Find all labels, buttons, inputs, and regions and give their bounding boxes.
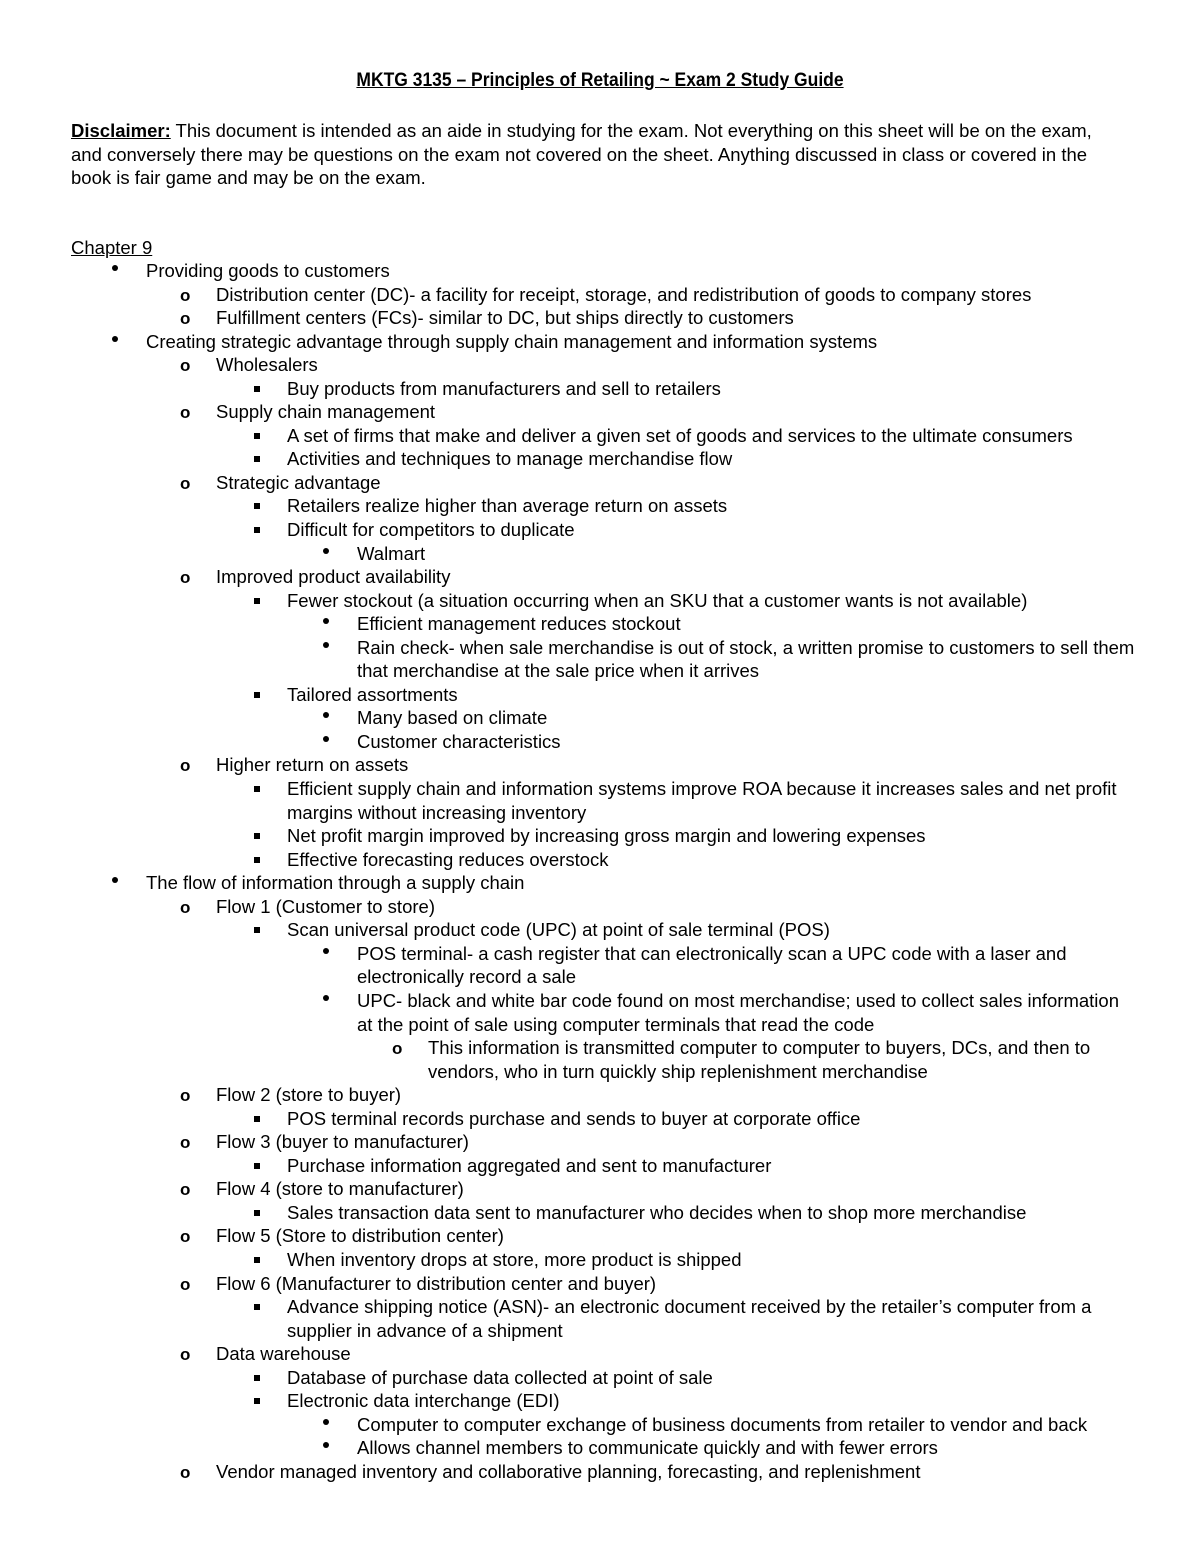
outline-item-text: Computer to computer exchange of business documents from retailer to vendor and back bbox=[357, 1413, 1088, 1435]
bullet-dot-icon bbox=[323, 642, 329, 648]
outline-item-level-1 bbox=[0, 330, 1200, 354]
outline-item-level-4 bbox=[0, 942, 1200, 989]
outline-item-text: Effective forecasting reduces overstock bbox=[287, 848, 609, 870]
outline-item-level-4 bbox=[0, 636, 1200, 683]
outline-item-level-2 bbox=[0, 283, 1200, 307]
outline-item-text: Database of purchase data collected at point of sale bbox=[287, 1366, 713, 1388]
outline-item-text: Electronic data interchange (EDI) bbox=[287, 1390, 560, 1412]
outline-item-level-3 bbox=[0, 589, 1200, 613]
outline-item-level-3 bbox=[0, 1107, 1200, 1131]
bullet-circle-icon: o bbox=[180, 1133, 191, 1153]
bullet-square-icon bbox=[254, 833, 260, 839]
outline-item-level-4 bbox=[0, 730, 1200, 754]
outline-item-level-2 bbox=[0, 1460, 1200, 1484]
outline-item-level-3 bbox=[0, 1389, 1200, 1413]
outline-item-text: Providing goods to customers bbox=[146, 260, 390, 281]
outline-item-level-4 bbox=[0, 612, 1200, 636]
outline-item-text: Flow 1 (Customer to store) bbox=[216, 895, 435, 917]
bullet-dot-icon bbox=[323, 1442, 329, 1448]
outline-item-level-2 bbox=[0, 1272, 1200, 1296]
outline-item-level-4 bbox=[0, 706, 1200, 730]
chapter-heading: Chapter 9 bbox=[71, 237, 153, 258]
outline-item-level-1 bbox=[0, 259, 1200, 283]
outline-item-level-5 bbox=[0, 1036, 1200, 1083]
outline-item-text: Net profit margin improved by increasing gross margin and lowering expenses bbox=[287, 825, 926, 847]
bullet-square-icon bbox=[254, 692, 260, 698]
outline-item-text: Customer characteristics bbox=[357, 730, 561, 752]
outline-item-text: Activities and techniques to manage merchandise flow bbox=[287, 448, 733, 470]
bullet-circle-icon: o bbox=[180, 1345, 191, 1365]
bullet-circle-icon: o bbox=[180, 1274, 191, 1294]
bullet-dot-icon bbox=[323, 618, 329, 624]
page-title: MKTG 3135 – Principles of Retailing ~ Exam 2 Study Guide bbox=[356, 70, 844, 91]
bullet-dot-icon bbox=[323, 995, 329, 1001]
outline-item-level-2 bbox=[0, 1083, 1200, 1107]
outline-item-text: Advance shipping notice (ASN)- an electronic document received by the retailer’s computer from a supplier in advance of a shipment bbox=[287, 1296, 1092, 1341]
outline-item-level-4 bbox=[0, 1436, 1200, 1460]
outline-item-level-2 bbox=[0, 1224, 1200, 1248]
outline-item-text: Supply chain management bbox=[216, 401, 436, 423]
outline-item-text: Fewer stockout (a situation occurring when an SKU that a customer wants is not available) bbox=[287, 589, 1028, 611]
outline-item-text: UPC- black and white bar code found on most merchandise; used to collect sales information at the point of sale using computer terminals that read the code bbox=[357, 989, 1119, 1035]
bullet-dot-icon bbox=[323, 548, 329, 554]
outline-item-level-4 bbox=[0, 989, 1200, 1036]
outline-item-level-3 bbox=[0, 1295, 1200, 1342]
outline-item-level-4 bbox=[0, 542, 1200, 566]
outline-item-level-3 bbox=[0, 824, 1200, 848]
bullet-dot-icon bbox=[112, 265, 118, 271]
bullet-dot-icon bbox=[323, 1419, 329, 1425]
outline-item-level-3 bbox=[0, 447, 1200, 471]
bullet-circle-icon: o bbox=[180, 897, 191, 917]
disclaimer-paragraph bbox=[71, 119, 1121, 190]
bullet-circle-icon: o bbox=[180, 285, 191, 305]
outline-item-level-3 bbox=[0, 1154, 1200, 1178]
disclaimer-label: Disclaimer: bbox=[71, 120, 171, 141]
bullet-square-icon bbox=[254, 1163, 260, 1169]
outline-item-level-3 bbox=[0, 518, 1200, 542]
bullet-dot-icon bbox=[323, 712, 329, 718]
outline-item-text: Walmart bbox=[357, 542, 426, 564]
outline-item-text: Flow 2 (store to buyer) bbox=[216, 1084, 402, 1106]
bullet-dot-icon bbox=[112, 336, 118, 342]
outline-item-text: Improved product availability bbox=[216, 566, 451, 588]
outline-item-text: Strategic advantage bbox=[216, 471, 381, 493]
outline-item-text: When inventory drops at store, more product is shipped bbox=[287, 1248, 742, 1270]
outline-item-text: Scan universal product code (UPC) at point of sale terminal (POS) bbox=[287, 919, 830, 941]
disclaimer-text: This document is intended as an aide in studying for the exam. Not everything on this sheet will be on the exam, and conversely there may be questions on the exam not covered on the sheet. Anything discussed in class or covered in the book is fair game and may be on the exam. bbox=[71, 120, 1092, 189]
outline-item-text: Vendor managed inventory and collaborative planning, forecasting, and replenishment bbox=[216, 1460, 921, 1482]
outline-item-text: Retailers realize higher than average return on assets bbox=[287, 495, 728, 517]
bullet-circle-icon: o bbox=[180, 1180, 191, 1200]
bullet-square-icon bbox=[254, 433, 260, 439]
outline-item-text: Wholesalers bbox=[216, 354, 318, 376]
outline-item-text: Purchase information aggregated and sent to manufacturer bbox=[287, 1154, 772, 1176]
outline-item-level-2 bbox=[0, 471, 1200, 495]
bullet-square-icon bbox=[254, 1210, 260, 1216]
bullet-circle-icon: o bbox=[180, 309, 191, 329]
outline-item-level-3 bbox=[0, 683, 1200, 707]
bullet-circle-icon: o bbox=[180, 1086, 191, 1106]
outline-item-level-1 bbox=[0, 871, 1200, 895]
outline-item-level-3 bbox=[0, 377, 1200, 401]
outline-item-text: Distribution center (DC)- a facility for receipt, storage, and redistribution of goods to company stores bbox=[216, 283, 1032, 305]
outline-item-text: Flow 5 (Store to distribution center) bbox=[216, 1225, 504, 1247]
bullet-square-icon bbox=[254, 1116, 260, 1122]
outline-item-level-3 bbox=[0, 1248, 1200, 1272]
outline-item-level-3 bbox=[0, 494, 1200, 518]
outline-item-text: Sales transaction data sent to manufacturer who decides when to shop more merchandise bbox=[287, 1201, 1027, 1223]
outline-item-text: This information is transmitted computer to computer to buyers, DCs, and then to vendors, who in turn quickly ship replenishment merchandise bbox=[428, 1037, 1091, 1082]
bullet-square-icon bbox=[254, 927, 260, 933]
bullet-circle-icon: o bbox=[180, 356, 191, 376]
outline-item-text: Allows channel members to communicate quickly and with fewer errors bbox=[357, 1437, 938, 1459]
bullet-square-icon bbox=[254, 598, 260, 604]
outline-item-level-2 bbox=[0, 895, 1200, 919]
bullet-circle-icon: o bbox=[180, 756, 191, 776]
outline-item-text: Fulfillment centers (FCs)- similar to DC, but ships directly to customers bbox=[216, 307, 794, 329]
outline-item-level-2 bbox=[0, 353, 1200, 377]
outline-item-text: Efficient management reduces stockout bbox=[357, 613, 681, 635]
bullet-dot-icon bbox=[323, 736, 329, 742]
outline-item-text: Flow 6 (Manufacturer to distribution center and buyer) bbox=[216, 1272, 657, 1294]
bullet-square-icon bbox=[254, 1304, 260, 1310]
outline-item-text: Flow 3 (buyer to manufacturer) bbox=[216, 1131, 469, 1153]
bullet-square-icon bbox=[254, 1398, 260, 1404]
bullet-square-icon bbox=[254, 857, 260, 863]
outline-item-text: Many based on climate bbox=[357, 707, 548, 729]
bullet-square-icon bbox=[254, 1375, 260, 1381]
outline-item-text: Creating strategic advantage through supply chain management and information systems bbox=[146, 330, 878, 352]
outline-item-level-2 bbox=[0, 306, 1200, 330]
outline-item-level-3 bbox=[0, 777, 1200, 824]
bullet-square-icon bbox=[254, 386, 260, 392]
outline-item-level-3 bbox=[0, 848, 1200, 872]
outline-item-level-3 bbox=[0, 1366, 1200, 1390]
outline-item-text: The flow of information through a supply chain bbox=[146, 872, 525, 894]
outline-item-text: A set of firms that make and deliver a given set of goods and services to the ultimate consumers bbox=[287, 424, 1073, 446]
outline-item-level-3 bbox=[0, 424, 1200, 448]
bullet-square-icon bbox=[254, 527, 260, 533]
bullet-circle-icon: o bbox=[180, 473, 191, 493]
bullet-circle-icon: o bbox=[180, 1227, 191, 1247]
outline-item-level-4 bbox=[0, 1413, 1200, 1437]
bullet-circle-icon: o bbox=[180, 1462, 191, 1482]
bullet-dot-icon bbox=[112, 877, 118, 883]
outline-item-level-2 bbox=[0, 753, 1200, 777]
outline-item-level-2 bbox=[0, 1130, 1200, 1154]
outline-list bbox=[0, 259, 1200, 1483]
outline-item-level-2 bbox=[0, 1177, 1200, 1201]
bullet-circle-icon: o bbox=[180, 568, 191, 588]
outline-item-level-2 bbox=[0, 400, 1200, 424]
outline-item-text: POS terminal- a cash register that can electronically scan a UPC code with a laser and electronically record a sale bbox=[357, 942, 1067, 988]
outline-item-text: Efficient supply chain and information systems improve ROA because it increases sales and net profit margins without increasing inventory bbox=[287, 778, 1117, 823]
outline-item-text: Higher return on assets bbox=[216, 754, 409, 776]
bullet-square-icon bbox=[254, 786, 260, 792]
outline-item-level-2 bbox=[0, 1342, 1200, 1366]
outline-item-level-3 bbox=[0, 918, 1200, 942]
bullet-square-icon bbox=[254, 456, 260, 462]
outline-item-text: Rain check- when sale merchandise is out of stock, a written promise to customers to sell them that merchandise at the sale price when it arrives bbox=[357, 636, 1135, 682]
bullet-square-icon bbox=[254, 503, 260, 509]
outline-item-text: Buy products from manufacturers and sell to retailers bbox=[287, 377, 721, 399]
outline-item-text: Flow 4 (store to manufacturer) bbox=[216, 1178, 464, 1200]
outline-item-level-2 bbox=[0, 565, 1200, 589]
outline-item-text: Tailored assortments bbox=[287, 683, 458, 705]
outline-item-text: Difficult for competitors to duplicate bbox=[287, 519, 575, 541]
outline-item-text: POS terminal records purchase and sends to buyer at corporate office bbox=[287, 1107, 861, 1129]
bullet-circle-icon: o bbox=[180, 403, 191, 423]
bullet-dot-icon bbox=[323, 948, 329, 954]
outline-item-level-3 bbox=[0, 1201, 1200, 1225]
bullet-circle-icon: o bbox=[392, 1039, 403, 1059]
bullet-square-icon bbox=[254, 1257, 260, 1263]
outline-item-text: Data warehouse bbox=[216, 1343, 351, 1365]
